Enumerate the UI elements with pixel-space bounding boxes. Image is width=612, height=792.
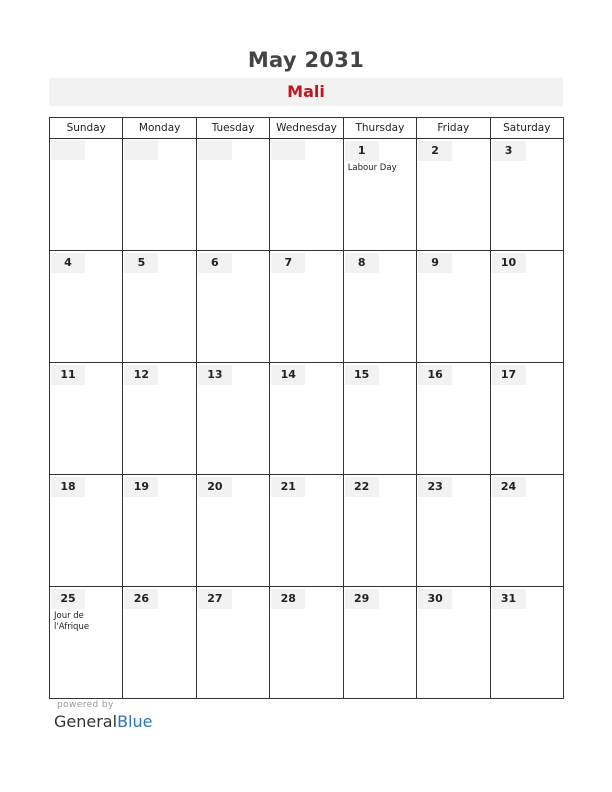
day-cell <box>270 139 343 251</box>
day-number: 16 <box>418 365 452 385</box>
day-cell <box>490 587 563 699</box>
day-number: 11 <box>51 365 85 385</box>
day-cell <box>270 587 343 699</box>
calendar-grid <box>49 117 564 699</box>
week-row <box>50 475 564 587</box>
day-cell <box>196 475 269 587</box>
day-number: 3 <box>492 141 526 161</box>
day-number: 12 <box>124 365 158 385</box>
day-number: 28 <box>271 589 305 609</box>
day-cell <box>123 139 196 251</box>
day-cell <box>343 139 416 251</box>
day-cell <box>490 251 563 363</box>
day-number: 5 <box>124 253 158 273</box>
day-cell <box>123 587 196 699</box>
page-title: May 2031 <box>247 48 365 72</box>
day-cell <box>490 363 563 475</box>
day-number: 6 <box>198 253 232 273</box>
day-cell <box>343 587 416 699</box>
day-cell <box>417 587 490 699</box>
day-number: 2 <box>418 141 452 161</box>
day-number: 24 <box>492 477 526 497</box>
empty-day-marker <box>124 140 158 160</box>
day-cell <box>343 251 416 363</box>
day-number: 10 <box>492 253 526 273</box>
day-number: 27 <box>198 589 232 609</box>
day-number: 15 <box>345 365 379 385</box>
day-number: 22 <box>345 477 379 497</box>
day-cell <box>417 251 490 363</box>
day-number: 26 <box>124 589 158 609</box>
day-cell <box>196 139 269 251</box>
day-cell <box>417 475 490 587</box>
empty-day-marker <box>271 140 305 160</box>
day-number: 9 <box>418 253 452 273</box>
holiday-label: Jour de l'Afrique <box>54 611 90 632</box>
day-cell <box>417 139 490 251</box>
day-cell <box>50 139 123 251</box>
day-cell <box>196 587 269 699</box>
day-cell <box>196 363 269 475</box>
day-cell <box>417 363 490 475</box>
weekday-header: Sunday <box>50 118 123 139</box>
weekday-header: Friday <box>417 118 490 139</box>
day-number: 4 <box>51 253 85 273</box>
day-number: 13 <box>198 365 232 385</box>
country-banner <box>49 78 563 106</box>
day-number: 23 <box>418 477 452 497</box>
weekday-header: Tuesday <box>196 118 269 139</box>
day-number: 25 <box>51 589 85 609</box>
day-number: 19 <box>124 477 158 497</box>
day-cell <box>50 475 123 587</box>
day-cell <box>270 363 343 475</box>
holiday-label: Labour Day <box>347 163 397 173</box>
week-row <box>50 587 564 699</box>
brand-general: General <box>54 712 118 731</box>
day-cell <box>270 475 343 587</box>
day-number: 17 <box>492 365 526 385</box>
day-number: 14 <box>271 365 305 385</box>
weekday-header: Saturday <box>490 118 563 139</box>
day-cell <box>123 251 196 363</box>
country-label: Mali <box>287 82 325 101</box>
day-cell <box>343 363 416 475</box>
day-cell <box>123 475 196 587</box>
empty-day-marker <box>198 140 232 160</box>
day-number: 18 <box>51 477 85 497</box>
week-row <box>50 251 564 363</box>
day-number: 30 <box>418 589 452 609</box>
day-cell <box>196 251 269 363</box>
day-cell <box>490 139 563 251</box>
day-cell <box>343 475 416 587</box>
weekday-header: Wednesday <box>270 118 343 139</box>
day-cell <box>50 363 123 475</box>
empty-day-marker <box>51 140 85 160</box>
day-number: 7 <box>271 253 305 273</box>
week-row <box>50 139 564 251</box>
weekday-header-row <box>50 118 564 139</box>
day-number: 31 <box>492 589 526 609</box>
day-cell <box>50 251 123 363</box>
day-cell <box>50 587 123 699</box>
generalblue-logo[interactable] <box>54 712 152 731</box>
day-number: 20 <box>198 477 232 497</box>
weekday-header: Thursday <box>343 118 416 139</box>
week-row <box>50 363 564 475</box>
day-cell <box>270 251 343 363</box>
day-cell <box>490 475 563 587</box>
weekday-header: Monday <box>123 118 196 139</box>
day-number: 1 <box>345 141 379 161</box>
day-number: 21 <box>271 477 305 497</box>
day-number: 29 <box>345 589 379 609</box>
powered-by-label: powered by <box>57 700 114 710</box>
day-cell <box>123 363 196 475</box>
day-number: 8 <box>345 253 379 273</box>
brand-blue: Blue <box>117 712 153 731</box>
